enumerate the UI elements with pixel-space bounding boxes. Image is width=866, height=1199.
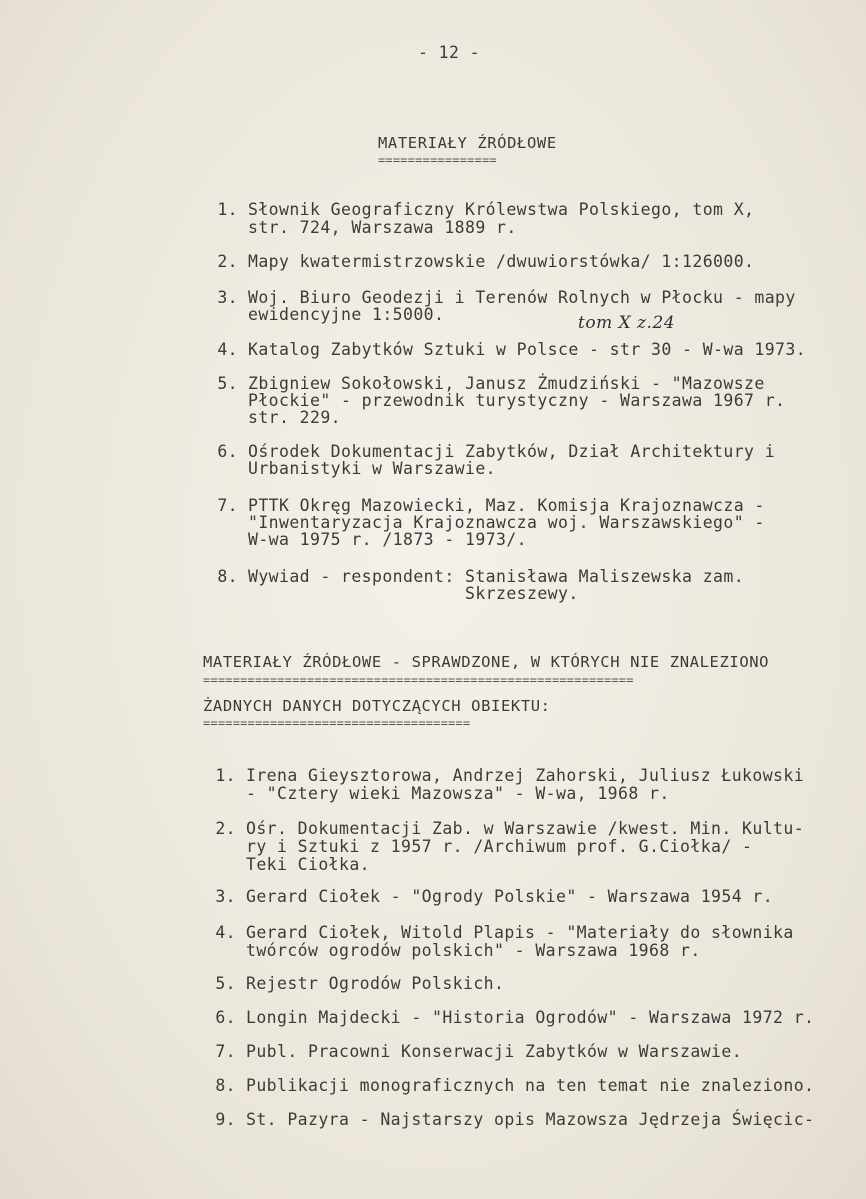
checked-text: ry i Sztuki z 1957 r. /Archiwum prof. G.Ciołka/ - (246, 837, 753, 856)
checked-text: St. Pazyra - Najstarszy opis Mazowsza Jędrzeja Święcic- (246, 1110, 815, 1129)
checked-number: 5. (215, 974, 236, 993)
checked-text: Teki Ciołka. (246, 855, 371, 874)
source-text: Woj. Biuro Geodezji i Terenów Rolnych w Płocku - mapy (248, 288, 796, 307)
source-number: 6. (217, 442, 238, 461)
section2-underline1: ========================================================== (203, 673, 634, 687)
section2-title-line2: ŻADNYCH DANYCH DOTYCZĄCYCH OBIEKTU: (203, 697, 551, 715)
checked-text: Gerard Ciołek, Witold Plapis - "Materiały do słownika (246, 923, 794, 942)
source-number: 7. (217, 496, 238, 515)
source-text: "Inwentaryzacja Krajoznawcza woj. Warszawskiego" - (248, 513, 765, 532)
checked-text: Longin Majdecki - "Historia Ogrodów" - Warszawa 1972 r. (246, 1008, 815, 1027)
source-text: ewidencyjne 1:5000. (248, 305, 445, 324)
checked-number: 7. (215, 1042, 236, 1061)
source-text: Płockie" - przewodnik turystyczny - Warszawa 1967 r. (248, 391, 786, 410)
source-number: 1. (217, 200, 238, 219)
checked-text: Publ. Pracowni Konserwacji Zabytków w Warszawie. (246, 1042, 743, 1061)
source-text: Wywiad - respondent: Stanisława Maliszewska zam. (248, 567, 745, 586)
source-number: 5. (217, 374, 238, 393)
source-number: 8. (217, 567, 238, 586)
source-text: str. 229. (248, 408, 342, 427)
checked-number: 9. (215, 1110, 236, 1129)
source-text: Mapy kwatermistrzowskie /dwuwiorstówka/ 1:126000. (248, 252, 755, 271)
source-text: Zbigniew Sokołowski, Janusz Żmudziński - "Mazowsze (248, 374, 765, 393)
source-text: Ośrodek Dokumentacji Zabytków, Dział Architektury i (248, 442, 776, 461)
checked-text: Irena Gieysztorowa, Andrzej Zahorski, Juliusz Łukowski (246, 766, 805, 785)
source-number: 3. (217, 288, 238, 307)
section1-title: MATERIAŁY ŹRÓDŁOWE (378, 134, 557, 152)
checked-text: Gerard Ciołek - "Ogrody Polskie" - Warszawa 1954 r. (246, 887, 774, 906)
source-text: Skrzeszewy. (248, 584, 579, 603)
checked-number: 6. (215, 1008, 236, 1027)
checked-number: 8. (215, 1076, 236, 1095)
checked-number: 3. (215, 887, 236, 906)
section2-underline2: ==================================== (203, 716, 471, 730)
checked-number: 4. (215, 923, 236, 942)
source-text: Słownik Geograficzny Królewstwa Polskiego, tom X, (248, 200, 755, 219)
source-text: Katalog Zabytków Sztuki w Polsce - str 30 - W-wa 1973. (248, 340, 807, 359)
source-number: 4. (217, 340, 238, 359)
checked-text: Rejestr Ogrodów Polskich. (246, 974, 505, 993)
source-number: 2. (217, 252, 238, 271)
source-text: PTTK Okręg Mazowiecki, Maz. Komisja Krajoznawcza - (248, 496, 765, 515)
source-text: W-wa 1975 r. /1873 - 1973/. (248, 530, 528, 549)
source-text: Urbanistyki w Warszawie. (248, 459, 497, 478)
page-number: - 12 - (418, 43, 481, 62)
checked-number: 2. (215, 819, 236, 838)
section1-underline: ================ (378, 153, 497, 167)
section2-title-line1: MATERIAŁY ŹRÓDŁOWE - SPRAWDZONE, W KTÓRYCH NIE ZNALEZIONO (203, 653, 770, 671)
checked-text: Publikacji monograficznych na ten temat nie znaleziono. (246, 1076, 815, 1095)
checked-number: 1. (215, 766, 236, 785)
checked-text: twórców ogrodów polskich" - Warszawa 1968 r. (246, 941, 701, 960)
source-text: str. 724, Warszawa 1889 r. (248, 218, 517, 237)
checked-text: - "Cztery wieki Mazowsza" - W-wa, 1968 r. (246, 784, 670, 803)
handwritten-annotation: tom X z.24 (578, 313, 676, 333)
checked-text: Ośr. Dokumentacji Zab. w Warszawie /kwest. Min. Kultu- (246, 819, 805, 838)
